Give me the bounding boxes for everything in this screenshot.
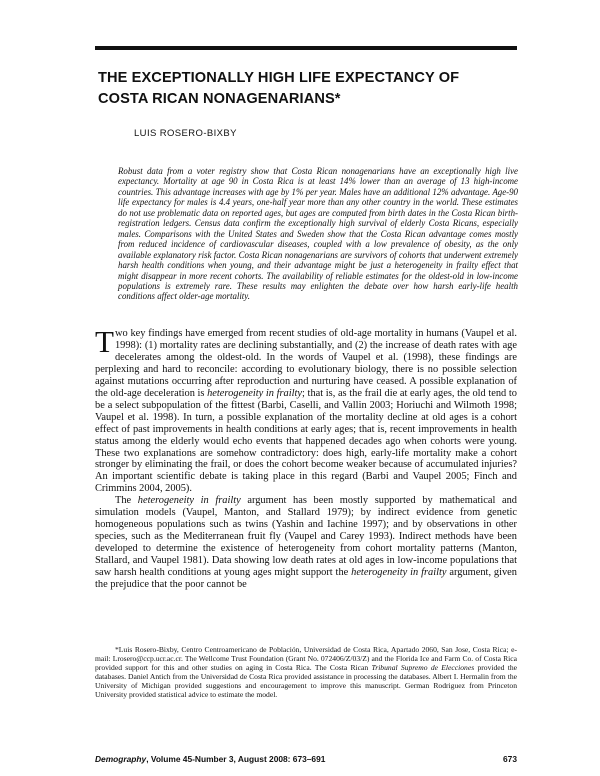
body-paragraph-1: Two key findings have emerged from recent studies of old-age mortality in humans (Vaupel et al. 1998): (1) mortality rates are declining substantially, and (2) the increase of death rates with age decelerates among the oldest-old. In the words of Vaupel et al. (1998), these findings are perplexing and hard to reconcile: according to evolutionary biology, there is no possible selection against mutations occurring after reproduction and nurturing have ceased. A possible explanation of the old-age deceleration is heterogeneity in frailty; that is, as the frail die at early ages, the old tend to be a select subpopulation of the fittest (Barbi, Caselli, and Vallin 2003; Horiuchi and Wilmoth 1998; Vaupel et al. 1998). In turn, a possible explanation of the mortality decline at old ages is a cohort effect of past improvements in health conditions at early ages; that is, recent improvements in health status among the elderly would echo events that happened decades ago when cohorts were young. These two explanations are somehow contradictory: does high, early-life mortality make a cohort stronger by eliminating the frail, or does the cohort become weaker because of accumulated injuries? An important scientific debate is taking place in this regard (Barbi and Vaupel 2005; Finch and Crimmins 2004, 2005).: [95, 324, 517, 495]
author-footnote: *Luis Rosero-Bixby, Centro Centroamericano de Población, Universidad de Costa Rica, Apartado 2060, San Jose, Costa Rica; e-mail: Lrosero@ccp.ucr.ac.cr. The Wellcome Trust Foundation (Grant No. 072406/Z/03/Z) and the Florida Ice and Farm Co. of Costa Rica provided support for this and other studies on aging in Costa Rica. The Costa Rican Tribunal Supremo de Elecciones provided the databases. Daniel Antich from the Universidad de Costa Rica provided assistance in processing the databases. Albert I. Hermalin from the University of Michigan provided suggestions and encouragement to improve this manuscript. German Rodriguez from Princeton University provided statistical advice to estimate the model.: [95, 645, 517, 700]
drop-cap: T: [95, 324, 114, 359]
journal-citation: , Volume 45-Number 3, August 2008: 673–691: [146, 754, 326, 764]
page-footer: [95, 754, 517, 764]
body-paragraph-2: The heterogeneity in frailty argument has been mostly supported by mathematical and simulation models (Vaupel, Manton, and Stallard 1979); by indirect evidence from genetic homogeneous populations such as twins (Yashin and Iachine 1997); and by observations in other species, such as the Mediterranean fruit fly (Vaupel and Carey 1993). Indirect methods have been developed to determine the existence of heterogeneity from cohort mortality patterns (Manton, Stallard, and Vaupel 1981). Data showing low death rates at old ages in low-income populations that saw harsh health conditions at young ages might support the heterogeneity in frailty argument, given the prejudice that the poor cannot be: [95, 495, 517, 591]
title-line-2: COSTA RICAN NONAGENARIANS*: [98, 91, 341, 107]
abstract: Robust data from a voter registry show that Costa Rican nonagenarians have an exceptionally high live expectancy. Mortality at age 90 in Costa Rica is at least 14% lower than an average of 13 high-income countries. This advantage increases with age by 1% per year. Males have an additional 12% advantage. Age-90 life expectancy for males is 4.4 years, one-half year more than any other country in the world. These estimates do not use problematic data on reported ages, but ages are computed from birth dates in the Costa Rican birth-registration ledgers. Census data confirm the exceptionally high survival of elderly Costa Ricans, especially males. Comparisons with the United States and Sweden show that the Costa Rican advantage comes mostly from reduced incidence of cardiovascular diseases, coupled with a low prevalence of obesity, as the only available explanatory risk factor. Costa Rican nonagenarians are survivors of cohorts that underwent extremely harsh health conditions when young, and their advantage might be just a heterogeneity in frailty effect that might disappear in more recent cohorts. The availability of reliable estimates for the oldest-old in low-income populations is extremely rare. These results may enlighten the debate over how harsh early-life health conditions affect older-age mortality.: [118, 166, 518, 302]
top-rule: [95, 46, 517, 50]
author-name: LUIS ROSERO-BIXBY: [134, 128, 237, 139]
article-title: [98, 68, 518, 110]
page-number: 673: [503, 754, 517, 764]
journal-name: Demography: [95, 754, 147, 764]
title-line-1: THE EXCEPTIONALLY HIGH LIFE EXPECTANCY OF: [98, 70, 460, 86]
body-text: [95, 324, 517, 591]
